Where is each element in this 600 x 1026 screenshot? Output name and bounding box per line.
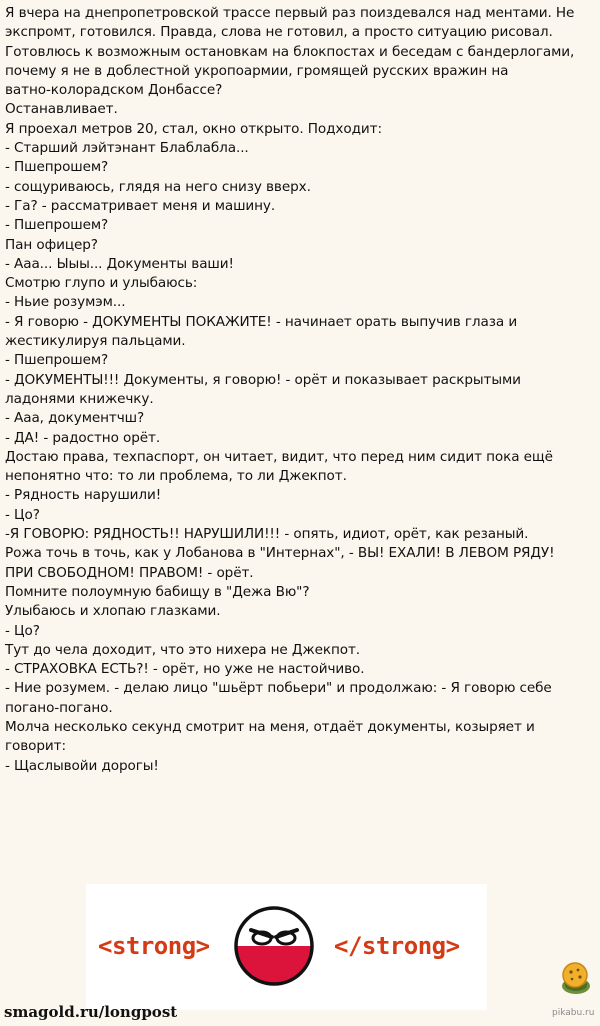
story-line: - СТРАХОВКА ЕСТЬ?! - орёт, но уже не настойчиво. bbox=[5, 661, 365, 678]
close-strong-tag: </strong> bbox=[334, 932, 460, 960]
strong-tag-banner bbox=[86, 884, 487, 1010]
story-line: -Я ГОВОРЮ: РЯДНОСТЬ!! НАРУШИЛИ!!! - опять, идиот, орёт, как резаный. bbox=[5, 526, 529, 543]
story-line: Я проехал метров 20, стал, окно открыто. Подходит: bbox=[5, 120, 382, 137]
story-line: экспромт, готовился. Правда, слова не готовил, а просто ситуацию рисовал. bbox=[5, 24, 553, 41]
story-line: Молча несколько секунд смотрит на меня, отдаёт документы, козыряет и bbox=[5, 718, 535, 735]
story-line: говорит: bbox=[5, 738, 66, 755]
story-line: - Пшепрошем? bbox=[5, 217, 109, 234]
story-line: почему я не в доблестной укропоармии, громящей русских вражин на bbox=[5, 62, 509, 79]
story-line: непонятно что: то ли проблема, то ли Джекпот. bbox=[5, 468, 347, 485]
story-line: Тут до чела доходит, что это нихера не Джекпот. bbox=[5, 641, 361, 658]
story-line: - Ние розумем. - делаю лицо "шьёрт побьери" и продолжаю: - Я говорю себе bbox=[5, 680, 552, 697]
story-line: погано-погано. bbox=[5, 699, 113, 716]
story-line: - Щаслывойи дорогы! bbox=[5, 757, 159, 774]
story-line: Пан офицер? bbox=[5, 236, 98, 253]
pikabu-cookie-icon bbox=[556, 958, 596, 998]
story-line: ладонями книжечку. bbox=[5, 390, 154, 407]
story-line: - Пшепрошем? bbox=[5, 352, 109, 369]
story-line: Останавливает. bbox=[5, 101, 118, 118]
story-line: ПРИ СВОБОДНОМ! ПРАВОМ! - орёт. bbox=[5, 564, 254, 581]
story-line: - сощуриваюсь, глядя на него снизу вверх. bbox=[5, 178, 311, 195]
story-line: Готовлюсь к возможным остановкам на блокпостах и беседам с бандерлогами, bbox=[5, 43, 575, 60]
open-strong-tag: <strong> bbox=[98, 932, 210, 960]
story-line: - Га? - рассматривает меня и машину. bbox=[5, 197, 276, 214]
site-watermark: pikabu.ru bbox=[552, 1008, 595, 1018]
story-line: - Цо? bbox=[5, 506, 40, 523]
story-line: жестикулируя пальцами. bbox=[5, 333, 186, 350]
story-line: Улыбаюсь и хлопаю глазками. bbox=[5, 603, 221, 620]
story-line: - Пшепрошем? bbox=[5, 159, 109, 176]
story-line: Достаю права, техпаспорт, он читает, видит, что перед ним сидит пока ещё bbox=[5, 448, 553, 465]
story-line: Рожа точь в точь, как у Лобанова в "Интернах", - ВЫ! ЕХАЛИ! В ЛЕВОМ РЯДУ! bbox=[5, 545, 555, 562]
story-line: Помните полоумную бабищу в "Дежа Вю"? bbox=[5, 583, 310, 600]
story-line: - Ааа, документчш? bbox=[5, 410, 145, 427]
story-line: - ДА! - радостно орёт. bbox=[5, 429, 161, 446]
story-line: - Ааа... Ыыы... Документы ваши! bbox=[5, 255, 234, 272]
story-line: - Ньие розумэм... bbox=[5, 294, 126, 311]
story-line: - Старший лэйтэнант Блаблабла... bbox=[5, 140, 249, 157]
story-text bbox=[5, 4, 597, 776]
story-line: Смотрю глупо и улыбаюсь: bbox=[5, 275, 198, 292]
story-line: ватно-колорадском Донбассе? bbox=[5, 82, 223, 99]
source-watermark: smagold.ru/longpost bbox=[4, 1003, 178, 1021]
polandball-icon bbox=[232, 904, 316, 988]
story-line: - ДОКУМЕНТЫ!!! Документы, я говорю! - орёт и показывает раскрытыми bbox=[5, 371, 521, 388]
story-line: - Я говорю - ДОКУМЕНТЫ ПОКАЖИТЕ! - начинает орать выпучив глаза и bbox=[5, 313, 518, 330]
story-line: Я вчера на днепропетровской трассе первый раз поиздевался над ментами. Не bbox=[5, 5, 575, 21]
story-line: - Цо? bbox=[5, 622, 40, 639]
story-line: - Рядность нарушили! bbox=[5, 487, 162, 504]
